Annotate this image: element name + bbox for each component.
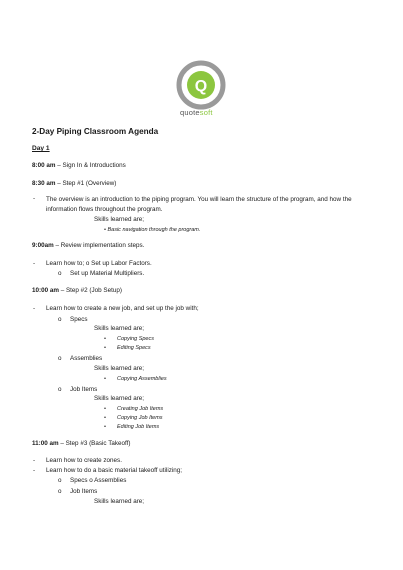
schedule-item-0900: 9:00am – Review implementation steps. <box>32 242 145 249</box>
circle-bullet: o <box>58 488 62 495</box>
skill-bullet: • <box>104 376 106 382</box>
circle-bullet: o <box>58 316 62 323</box>
assemblies-item: Assemblies <box>70 355 103 362</box>
overview-paragraph: The overview is an introduction to the piping program. You will learn the structure of the program, and how the information flows throughout the program. <box>46 196 352 213</box>
skill-bullet: • <box>104 406 106 412</box>
skills-label: Skills learned are; <box>94 395 145 402</box>
skill-bullet: • <box>104 424 106 430</box>
basic-takeoff-text: Learn how to do a basic material takeoff utilizing; <box>46 467 183 474</box>
circle-bullet: o <box>58 355 62 362</box>
skill-bullet: • <box>104 345 106 351</box>
skill-editing-job-items: Editing Job Items <box>117 424 160 430</box>
skill-creating-job-items: Creating Job Items <box>117 406 164 412</box>
job-items-item: Job Items <box>70 386 98 393</box>
skills-label: Skills learned are; <box>94 325 145 332</box>
skill-copying-specs: Copying Specs <box>117 336 154 342</box>
svg-text:Q: Q <box>194 78 208 95</box>
dash-bullet: - <box>33 457 36 464</box>
dash-bullet: - <box>33 305 36 312</box>
skills-label: Skills learned are; <box>94 365 145 372</box>
quotesoft-logo-mark <box>176 60 226 110</box>
learn-labor-factors: Learn how to; o Set up Labor Factors. <box>46 260 152 267</box>
circle-bullet: o <box>58 270 62 277</box>
material-multipliers: Set up Material Multipliers. <box>70 270 145 277</box>
job-items-item: Job Items <box>70 488 98 495</box>
specs-item: Specs <box>70 316 88 323</box>
schedule-item-0800: 8:00 am – Sign In & Introductions <box>32 162 126 169</box>
doc-title: 2-Day Piping Classroom Agenda <box>32 127 159 136</box>
specs-assemblies-item: Specs o Assemblies <box>70 477 127 484</box>
skill-bullet: • <box>104 415 106 421</box>
schedule-item-1000: 10:00 am – Step #2 (Job Setup) <box>32 287 122 294</box>
skill-copying-assemblies: Copying Assemblies <box>117 376 167 382</box>
circle-bullet: o <box>58 386 62 393</box>
skills-label: Skills learned are; <box>94 498 145 505</box>
skill-bullet: • <box>104 336 106 342</box>
brand-name: quotesoft <box>180 108 213 117</box>
skills-label: Skills learned are; <box>94 216 145 223</box>
new-job-text: Learn how to create a new job, and set up the job with; <box>46 305 199 312</box>
schedule-item-1100: 11:00 am – Step #3 (Basic Takeoff) <box>32 440 131 447</box>
schedule-item-0830: 8:30 am – Step #1 (Overview) <box>32 180 117 187</box>
create-zones-text: Learn how to create zones. <box>46 457 122 464</box>
skill-editing-specs: Editing Specs <box>117 345 151 351</box>
skill-copying-job-items: Copying Job Items <box>117 415 163 421</box>
day-heading: Day 1 <box>32 145 50 152</box>
circle-bullet: o <box>58 477 62 484</box>
skill-item: • Basic navigation through the program. <box>104 227 201 233</box>
dash-bullet: - <box>33 260 36 267</box>
dash-bullet: - <box>33 467 36 474</box>
dash-bullet: - <box>33 195 36 202</box>
